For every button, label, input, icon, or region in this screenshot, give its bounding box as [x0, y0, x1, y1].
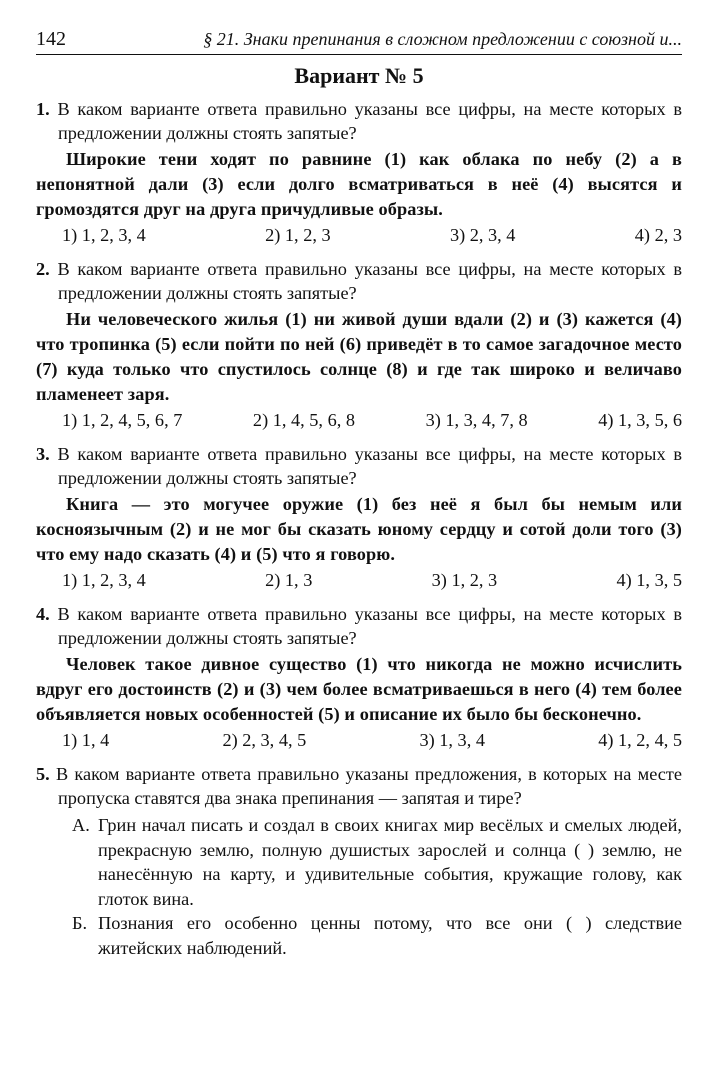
answer-option-1: 1) 1, 2, 4, 5, 6, 7 [62, 410, 183, 430]
item-text: Познания его особенно ценны потому, что все они ( ) следствие житейских наблюдений. [98, 913, 682, 958]
question-number: 4. [36, 604, 50, 624]
answer-option-4: 4) 1, 3, 5, 6 [598, 410, 682, 430]
sentence-item-a [36, 813, 682, 911]
answer-option-4: 4) 2, 3 [634, 225, 682, 245]
answer-option-3: 3) 2, 3, 4 [449, 225, 516, 245]
answer-option-2: 2) 2, 3, 4, 5 [222, 730, 307, 750]
answer-options [36, 728, 682, 753]
question-prompt [36, 442, 682, 490]
item-text: Грин начал писать и создал в своих книгах мир весёлых и смелых людей, прекрасную землю, полную душистых зарослей и солнца ( ) землю, не нанесённую на карту, и удивительные события, кружащие голову, как глоток вина. [98, 815, 682, 909]
question-prompt-text: В каком варианте ответа правильно указаны все цифры, на месте которых в предложении должны стоять запятые? [57, 259, 682, 303]
answer-option-4: 4) 1, 3, 5 [616, 570, 682, 590]
answer-option-1: 1) 1, 2, 3, 4 [62, 225, 146, 245]
variant-title: Вариант № 5 [294, 63, 424, 88]
question-prompt-text: В каком варианте ответа правильно указаны все цифры, на месте которых в предложении должны стоять запятые? [57, 444, 682, 488]
question-4 [36, 602, 682, 753]
question-1 [36, 97, 682, 248]
answer-option-2: 2) 1, 3 [265, 570, 313, 590]
question-5 [36, 762, 682, 960]
question-prompt-text: В каком варианте ответа правильно указаны все цифры, на месте которых в предложении должны стоять запятые? [57, 604, 682, 648]
item-letter: А. [72, 815, 90, 835]
answer-options [36, 408, 682, 433]
answer-options [36, 568, 682, 593]
answer-option-1: 1) 1, 2, 3, 4 [62, 570, 146, 590]
answer-option-1: 1) 1, 4 [62, 730, 110, 750]
question-number: 2. [36, 259, 50, 279]
answer-option-2: 2) 1, 4, 5, 6, 8 [252, 410, 355, 430]
question-prompt [36, 602, 682, 650]
answer-option-2: 2) 1, 2, 3 [265, 225, 331, 245]
answer-options [36, 223, 682, 248]
question-prompt-text: В каком варианте ответа правильно указаны предложения, в которых на месте пропуска ставятся два знака препинания — запятая и тире? [55, 764, 682, 808]
question-number: 3. [36, 444, 50, 464]
answer-option-3: 3) 1, 3, 4 [419, 730, 485, 750]
question-prompt [36, 762, 682, 810]
item-letter: Б. [72, 913, 88, 933]
page-number: 142 [36, 28, 66, 50]
question-sentence: Человек такое дивное существо (1) что никогда не можно исчислить вдруг его достоинств (2) и (3) чем более всматриваешься в него (4) тем более объявляется новых особенностей (5) и описание их было бы бесконечно. [36, 654, 682, 724]
question-prompt-text: В каком варианте ответа правильно указаны все цифры, на месте которых в предложении должны стоять запятые? [57, 99, 682, 143]
question-number: 5. [36, 764, 50, 784]
question-sentence: Ни человеческого жилья (1) ни живой души вдали (2) и (3) кажется (4) что тропинка (5) если пойти по ней (6) приведёт в то самое загадочное место (7) куда только что спустилось солнце (8) и где так широко и величаво пламенеет заря. [36, 309, 682, 404]
sentence-item-b [36, 911, 682, 960]
sentence-items [36, 813, 682, 960]
question-3 [36, 442, 682, 593]
question-2 [36, 257, 682, 433]
question-sentence: Широкие тени ходят по равнине (1) как облака по небу (2) а в непонятной дали (3) если долго всматриваться в неё (4) высятся и громоздятся друг на друга причудливые образы. [36, 149, 682, 219]
page-header [36, 28, 682, 55]
question-number: 1. [36, 99, 50, 119]
running-title: § 21. Знаки препинания в сложном предложении с союзной и... [203, 29, 682, 49]
answer-option-4: 4) 1, 2, 4, 5 [598, 730, 682, 750]
answer-option-3: 3) 1, 2, 3 [431, 570, 498, 590]
question-sentence: Книга — это могучее оружие (1) без неё я был бы немым или косноязычным (2) и не мог бы сказать юному сердцу и сотой доли того (3) что ему надо сказать (4) и (5) что я говорю. [36, 494, 682, 564]
answer-option-3: 3) 1, 3, 4, 7, 8 [425, 410, 528, 430]
question-prompt [36, 97, 682, 145]
question-prompt [36, 257, 682, 305]
